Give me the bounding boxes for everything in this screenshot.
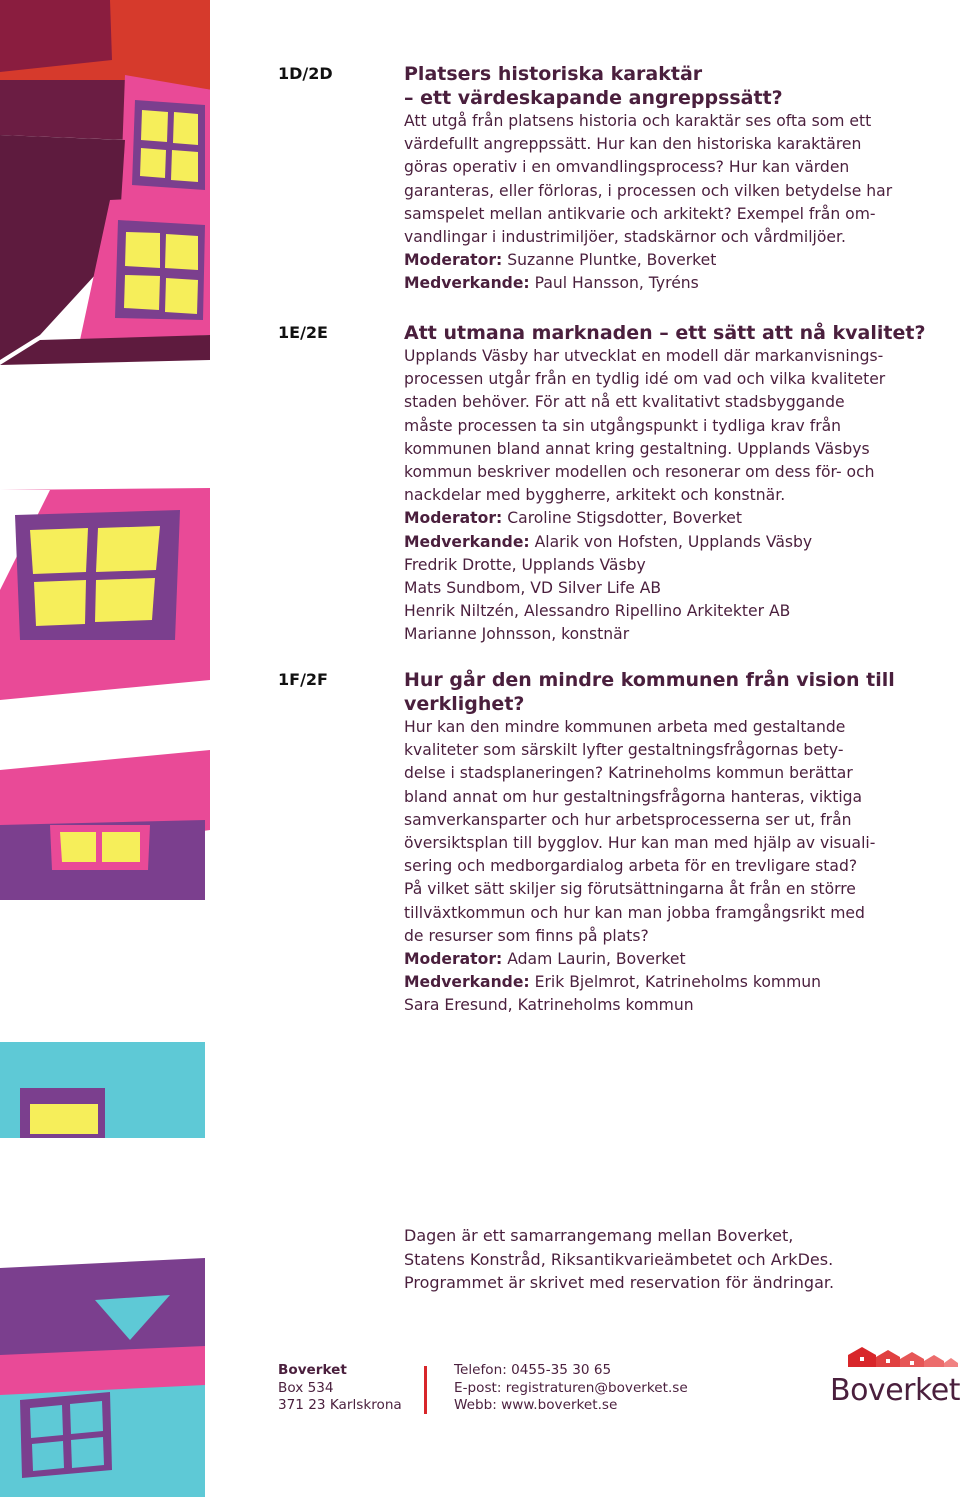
title-line: Att utmana marknaden – ett sätt att nå kvalitet? [404, 322, 926, 344]
art-window-1a [141, 110, 168, 142]
participants-label: Medverkande: [404, 274, 530, 293]
art-window-3d [95, 578, 155, 622]
moderator-line [404, 249, 924, 272]
body-line: tillväxtkommun och hur kan man jobba framgångsrikt med [404, 903, 865, 922]
title-line: Platsers historiska karaktär [404, 63, 703, 85]
title-line: verklighet? [404, 693, 525, 715]
body-line: samspelet mellan antikvarie och arkitekt? Exempel från om- [404, 204, 876, 223]
art-maroon-band [0, 80, 128, 140]
body-line: värdefullt angreppssätt. Hur kan den historiska karaktären [404, 135, 862, 154]
moderator-label: Moderator: [404, 251, 503, 270]
art-window-1d [171, 150, 198, 182]
art-window-2b [165, 234, 198, 270]
body-line: staden behöver. För att nå ett kvalitativt stadsbyggande [404, 393, 845, 412]
participant-name: Alarik von Hofsten, Upplands Väsby [534, 532, 813, 551]
art-window-6a [30, 1405, 63, 1438]
art-maroon-block [0, 0, 112, 72]
decorative-building-artwork [0, 0, 210, 1497]
footer-address-line: Box 534 [278, 1379, 334, 1396]
footer-address-line: 371 23 Karlskrona [278, 1397, 402, 1413]
footer-phone: Telefon: 0455-35 30 65 [454, 1362, 612, 1378]
footer-divider [424, 1366, 427, 1414]
body-line: Att utgå från platsens historia och karaktär ses ofta som ett [404, 112, 872, 130]
art-window-6d [71, 1437, 104, 1468]
participant-line: Mats Sundbom, VD Silver Life AB [404, 579, 662, 598]
body-line: kvaliteter som särskilt lyfter gestaltningsfrågornas bety- [404, 741, 844, 760]
footer-web-link[interactable]: Webb: www.boverket.se [454, 1397, 618, 1413]
moderator-name: Caroline Stigsdotter, Boverket [507, 509, 743, 528]
moderator-line [404, 948, 924, 971]
art-window-1c [140, 148, 166, 178]
body-line: garanteras, eller förloras, i processen och vilken betydelse har [404, 181, 893, 200]
session-title [404, 668, 924, 716]
participant-line: Marianne Johnsson, konstnär [404, 625, 630, 644]
art-window-1b [173, 112, 198, 145]
moderator-label: Moderator: [404, 509, 503, 528]
moderator-line [404, 507, 924, 530]
art-purple-band-bottom [0, 1258, 205, 1362]
footer-org-name: Boverket [278, 1362, 347, 1378]
body-line: delse i stadsplaneringen? Katrineholms kommun berättar [404, 764, 853, 783]
participant-line: Sara Eresund, Katrineholms kommun [404, 996, 694, 1015]
note-line: Statens Konstråd, Riksantikvarieämbetet och ArkDes. [404, 1249, 834, 1269]
art-window-2c [124, 275, 160, 310]
art-window-2d [165, 278, 198, 314]
body-line: På vilket sätt skiljer sig förutsättningarna åt från en större [404, 880, 856, 899]
footer-address [278, 1362, 402, 1415]
boverket-logo-text: Boverket [830, 1373, 960, 1408]
participant-line: Henrik Niltzén, Alessandro Ripellino Arkitekter AB [404, 602, 791, 621]
art-window-6b [70, 1401, 103, 1434]
art-window-3b [96, 526, 160, 572]
session-code: 1D/2D [278, 64, 333, 83]
footer-email-link[interactable]: E-post: registraturen@boverket.se [454, 1379, 688, 1396]
title-line: – ett värdeskapande angreppssätt? [404, 87, 783, 109]
participant-name: Paul Hansson, Tyréns [534, 274, 699, 293]
footer-contact [454, 1362, 688, 1415]
participant-line: Fredrik Drotte, Upplands Väsby [404, 555, 646, 574]
body-line: nackdelar med byggherre, arkitekt och konstnär. [404, 486, 786, 505]
session-description [404, 716, 924, 948]
art-window-5 [30, 1104, 98, 1134]
art-window-4a [60, 832, 96, 862]
art-window-3c [34, 580, 86, 626]
title-line: Hur går den mindre kommunen från vision till [404, 669, 895, 691]
program-note [404, 1224, 924, 1295]
art-window-3a [30, 528, 88, 574]
body-line: sering och medborgardialog arbeta för en trevligare stad? [404, 857, 858, 876]
participant-name: Erik Bjelmrot, Katrineholms kommun [534, 973, 822, 992]
body-line: processen utgår från en tydlig idé om vad och vilka kvaliteter [404, 370, 886, 389]
session-description [404, 110, 924, 249]
participants-line [404, 531, 924, 554]
session-block [404, 62, 924, 296]
body-line: de resurser som finns på plats? [404, 926, 649, 945]
body-line: bland annat om hur gestaltningsfrågorna hanteras, viktiga [404, 787, 863, 806]
body-line: översiktsplan till bygglov. Hur kan man med hjälp av visuali- [404, 834, 876, 853]
session-title [404, 62, 924, 110]
session-code: 1F/2F [278, 670, 328, 689]
art-window-2a [125, 232, 160, 268]
participants-label: Medverkande: [404, 973, 530, 992]
body-line: kommunen bland annat kring gestaltning. Upplands Väsbys [404, 439, 870, 458]
moderator-name: Adam Laurin, Boverket [507, 950, 686, 969]
body-line: vandlingar i industrimiljöer, stadskärnor och vårdmiljöer. [404, 228, 846, 247]
body-line: måste processen ta sin utgångspunkt i tydliga krav från [404, 416, 842, 435]
art-window-6c [32, 1441, 64, 1471]
art-window-4b [102, 832, 140, 862]
body-line: samverkansparter och hur arbetsprocesserna ser ut, från [404, 810, 852, 829]
session-block [404, 668, 924, 1018]
note-line: Dagen är ett samarrangemang mellan Boverket, [404, 1226, 794, 1245]
body-line: Hur kan den mindre kommunen arbeta med gestaltande [404, 718, 846, 736]
session-code: 1E/2E [278, 323, 328, 342]
participants-label: Medverkande: [404, 532, 530, 551]
body-line: göras operativ i en omvandlingsprocess? Hur kan värden [404, 158, 850, 177]
moderator-name: Suzanne Pluntke, Boverket [507, 251, 717, 270]
body-line: kommun beskriver modellen och resonerar om dess för- och [404, 463, 875, 482]
note-line: Programmet är skrivet med reservation för ändringar. [404, 1273, 835, 1292]
body-line: Upplands Väsby har utvecklat en modell där markanvisnings- [404, 347, 884, 365]
participants-line [404, 272, 924, 295]
session-block [404, 321, 924, 647]
participants-line [404, 971, 924, 994]
session-description [404, 345, 924, 507]
session-title [404, 321, 924, 345]
moderator-label: Moderator: [404, 950, 503, 969]
